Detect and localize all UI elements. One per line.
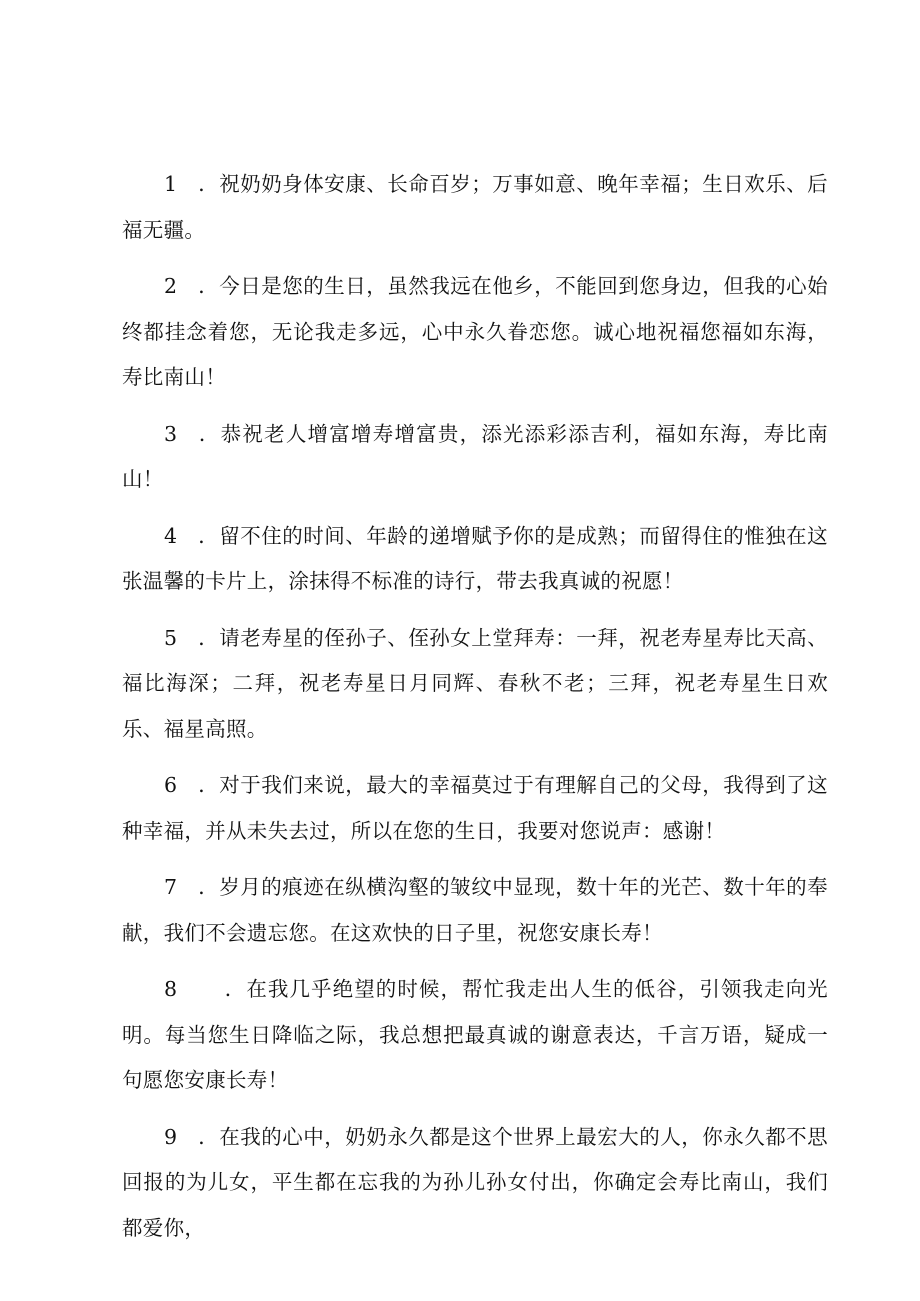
paragraph-separator: ．	[198, 172, 220, 196]
paragraph-9	[122, 1115, 828, 1252]
paragraph-2	[122, 264, 828, 401]
paragraph-text: 恭祝老人增富增寿增富贵，添光添彩添吉利，福如东海，寿比南山！	[122, 421, 828, 491]
paragraph-separator: ．	[224, 977, 247, 1001]
paragraph-3	[122, 412, 828, 503]
paragraph-text: 留不住的时间、年龄的递增赋予你的是成熟；而留得住的惟独在这张温馨的卡片上，涂抹得不标准的诗行，带去我真诚的祝愿！	[122, 523, 828, 593]
paragraph-number: 1	[164, 172, 178, 196]
document-body	[122, 162, 828, 1251]
paragraph-separator: ．	[198, 421, 221, 446]
paragraph-number: 6	[164, 773, 178, 797]
paragraph-separator: ．	[198, 523, 220, 548]
paragraph-text: 在我几乎绝望的时候，帮忙我走出人生的低谷，引领我走向光明。每当您生日降临之际，我总想把最真诚的谢意表达，千言万语，疑成一句愿您安康长寿！	[122, 977, 828, 1092]
paragraph-separator: ．	[198, 773, 220, 797]
paragraph-text: 请老寿星的侄孙子、侄孙女上堂拜寿：一拜，祝老寿星寿比天高、福比海深；二拜，祝老寿星日月同辉、春秋不老；三拜，祝老寿星生日欢乐、福星高照。	[122, 625, 828, 741]
paragraph-text: 今日是您的生日，虽然我远在他乡，不能回到您身边，但我的心始终都挂念着您，无论我走多远，心中永久眷恋您。诚心地祝福您福如东海，寿比南山！	[122, 274, 828, 389]
paragraph-4	[122, 514, 828, 605]
paragraph-number: 7	[164, 875, 178, 899]
paragraph-7	[122, 865, 828, 956]
paragraph-number: 2	[164, 274, 178, 298]
paragraph-text: 岁月的痕迹在纵横沟壑的皱纹中显现，数十年的光芒、数十年的奉献，我们不会遗忘您。在这欢快的日子里，祝您安康长寿！	[122, 875, 828, 945]
paragraph-6	[122, 763, 828, 854]
paragraph-text: 祝奶奶身体安康、长命百岁；万事如意、晚年幸福；生日欢乐、后福无疆。	[122, 172, 828, 242]
paragraph-separator: ．	[198, 274, 220, 298]
paragraph-number: 3	[164, 421, 178, 446]
paragraph-number: 4	[164, 523, 178, 548]
paragraph-number: 8	[164, 977, 178, 1001]
paragraph-1	[122, 162, 828, 253]
paragraph-number: 5	[164, 625, 178, 650]
paragraph-5	[122, 616, 828, 753]
paragraph-separator: ．	[198, 875, 220, 899]
paragraph-separator: ．	[198, 1124, 220, 1149]
paragraph-8	[122, 967, 828, 1104]
paragraph-text: 在我的心中，奶奶永久都是这个世界上最宏大的人，你永久都不思回报的为儿女，平生都在忘我的为孙儿孙女付出，你确定会寿比南山，我们都爱你，	[122, 1124, 828, 1240]
paragraph-number: 9	[164, 1124, 178, 1149]
paragraph-text: 对于我们来说，最大的幸福莫过于有理解自己的父母，我得到了这种幸福，并从未失去过，所以在您的生日，我要对您说声：感谢！	[122, 773, 828, 843]
paragraph-separator: ．	[198, 625, 220, 650]
